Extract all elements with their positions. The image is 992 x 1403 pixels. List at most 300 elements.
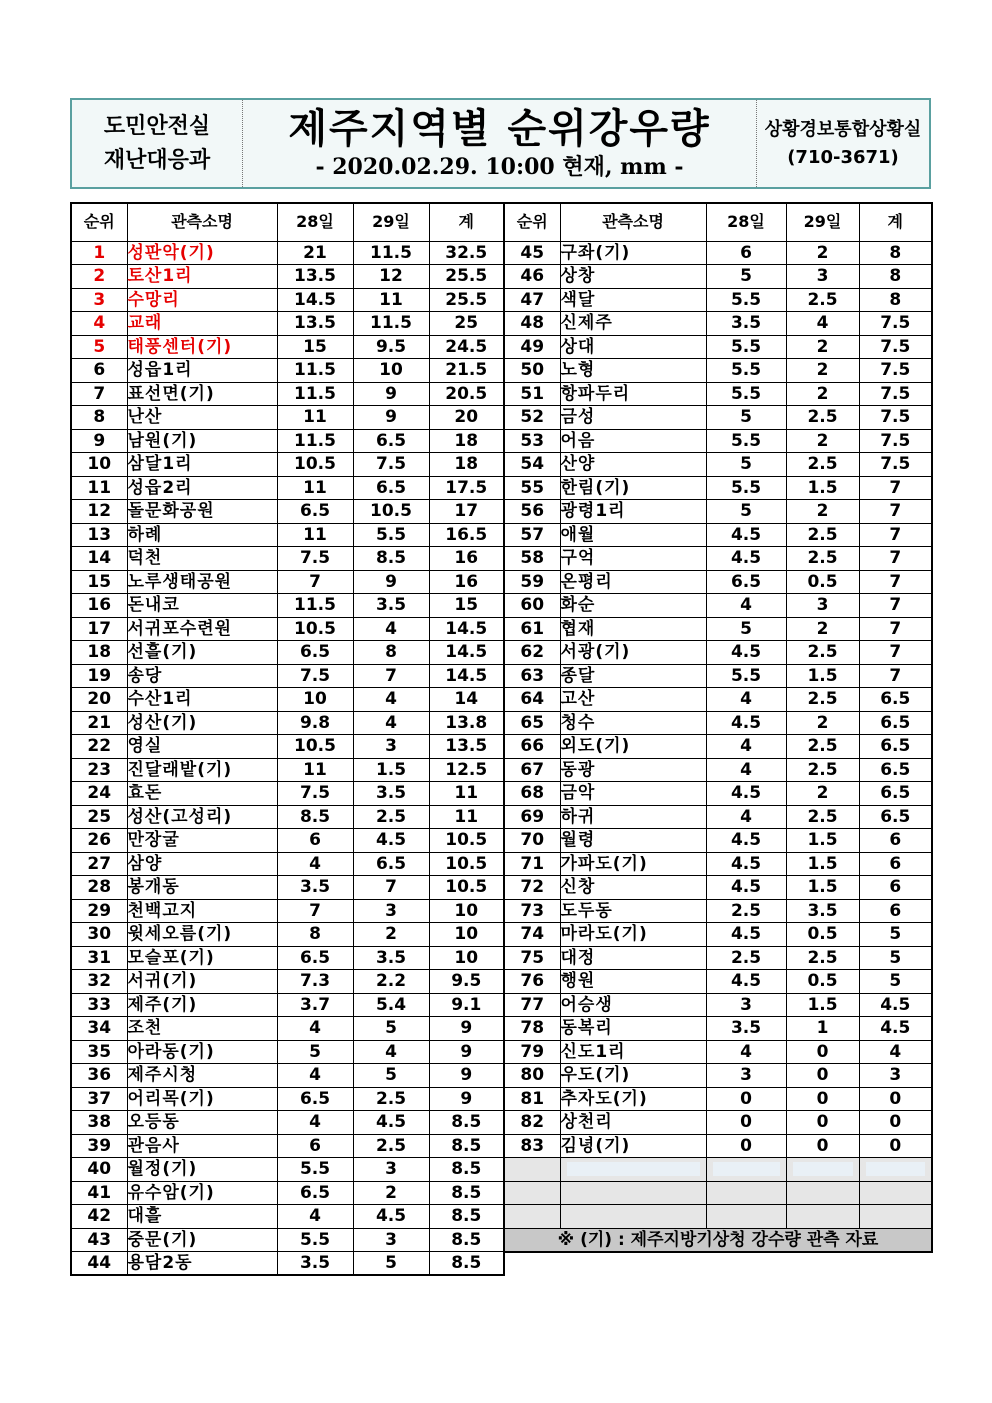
rainfall-28-cell: 11 [277, 523, 353, 547]
rainfall-28-cell: 5 [706, 406, 786, 430]
rainfall-28-cell: 5.5 [706, 429, 786, 453]
station-name-cell: 영실 [127, 735, 277, 759]
rainfall-29-cell: 0 [786, 1111, 859, 1135]
rainfall-total-cell: 7 [859, 500, 932, 524]
rank-cell: 22 [71, 735, 127, 759]
rank-cell: 50 [504, 359, 560, 383]
station-name-cell: 청수 [560, 711, 706, 735]
rainfall-28-cell: 7 [277, 570, 353, 594]
empty-cell [706, 1158, 786, 1182]
rainfall-total-cell: 7 [859, 476, 932, 500]
rainfall-total-cell: 10.5 [429, 876, 504, 900]
empty-cell [560, 1158, 706, 1182]
rainfall-29-cell: 3.5 [353, 946, 429, 970]
rainfall-total-cell: 12.5 [429, 758, 504, 782]
rank-cell: 77 [504, 993, 560, 1017]
station-name-cell: 금성 [560, 406, 706, 430]
table-row [504, 758, 932, 782]
rainfall-total-cell: 6.5 [859, 782, 932, 806]
table-header-row [71, 203, 504, 241]
rainfall-total-cell: 25 [429, 312, 504, 336]
table-row [71, 429, 504, 453]
rainfall-29-cell: 0 [786, 1064, 859, 1088]
rainfall-total-cell: 0 [859, 1134, 932, 1158]
rank-cell: 56 [504, 500, 560, 524]
rainfall-total-cell: 7.5 [859, 312, 932, 336]
station-name-cell: 봉개동 [127, 876, 277, 900]
rank-cell: 41 [71, 1181, 127, 1205]
empty-cell [859, 1205, 932, 1229]
table-row [504, 547, 932, 571]
rainfall-28-cell: 4.5 [706, 852, 786, 876]
table-row [504, 664, 932, 688]
rainfall-28-cell: 0 [706, 1087, 786, 1111]
rainfall-total-cell: 18 [429, 453, 504, 477]
table-row [71, 876, 504, 900]
rank-cell: 42 [71, 1205, 127, 1229]
table-row [504, 241, 932, 265]
column-header-day28: 28일 [277, 203, 353, 241]
rainfall-28-cell: 2.5 [706, 899, 786, 923]
rank-cell: 66 [504, 735, 560, 759]
station-name-cell: 월령 [560, 829, 706, 853]
table-row [504, 312, 932, 336]
station-name-cell: 구좌(기) [560, 241, 706, 265]
station-name-cell: 우도(기) [560, 1064, 706, 1088]
rainfall-28-cell: 9.8 [277, 711, 353, 735]
table-row [71, 758, 504, 782]
empty-cell [706, 1205, 786, 1229]
rainfall-total-cell: 0 [859, 1087, 932, 1111]
table-row [504, 641, 932, 665]
rainfall-28-cell: 11 [277, 476, 353, 500]
table-row [504, 688, 932, 712]
table-row [504, 946, 932, 970]
rainfall-28-cell: 4.5 [706, 641, 786, 665]
rainfall-28-cell: 7.5 [277, 782, 353, 806]
rainfall-29-cell: 11 [353, 288, 429, 312]
rainfall-total-cell: 6.5 [859, 711, 932, 735]
rainfall-29-cell: 1 [786, 1017, 859, 1041]
rank-cell: 30 [71, 923, 127, 947]
table-row [71, 664, 504, 688]
rainfall-total-cell: 8 [859, 241, 932, 265]
rank-cell: 60 [504, 594, 560, 618]
table-row [504, 1134, 932, 1158]
rainfall-28-cell: 11 [277, 406, 353, 430]
rank-cell: 13 [71, 523, 127, 547]
station-name-cell: 동광 [560, 758, 706, 782]
rainfall-total-cell: 16.5 [429, 523, 504, 547]
station-name-cell: 송당 [127, 664, 277, 688]
table-row [504, 523, 932, 547]
rainfall-29-cell: 0.5 [786, 923, 859, 947]
rainfall-28-cell: 4.5 [706, 523, 786, 547]
rainfall-29-cell: 2.5 [786, 758, 859, 782]
rank-cell: 45 [504, 241, 560, 265]
station-name-cell: 대정 [560, 946, 706, 970]
table-row [504, 335, 932, 359]
table-row [71, 735, 504, 759]
rainfall-29-cell: 9.5 [353, 335, 429, 359]
table-row [504, 970, 932, 994]
table-row [71, 335, 504, 359]
station-name-cell: 고산 [560, 688, 706, 712]
rainfall-29-cell: 3.5 [786, 899, 859, 923]
rainfall-28-cell: 5 [277, 1040, 353, 1064]
rainfall-28-cell: 14.5 [277, 288, 353, 312]
station-name-cell: 삼양 [127, 852, 277, 876]
rainfall-29-cell: 2.5 [786, 523, 859, 547]
empty-cell [504, 1181, 560, 1205]
table-row [71, 241, 504, 265]
rainfall-29-cell: 3 [786, 265, 859, 289]
rainfall-28-cell: 4 [277, 852, 353, 876]
station-name-cell: 서귀(기) [127, 970, 277, 994]
rainfall-29-cell: 3 [353, 1228, 429, 1252]
rank-cell: 15 [71, 570, 127, 594]
rank-cell: 63 [504, 664, 560, 688]
rank-cell: 12 [71, 500, 127, 524]
rainfall-total-cell: 13.8 [429, 711, 504, 735]
rainfall-total-cell: 7.5 [859, 382, 932, 406]
division-name: 재난대응과 [103, 147, 211, 173]
rank-cell: 10 [71, 453, 127, 477]
table-row [504, 923, 932, 947]
rainfall-29-cell: 3 [353, 1158, 429, 1182]
station-name-cell: 교래 [127, 312, 277, 336]
station-name-cell: 항파두리 [560, 382, 706, 406]
station-name-cell: 수망리 [127, 288, 277, 312]
table-row [71, 617, 504, 641]
rainfall-28-cell: 10.5 [277, 453, 353, 477]
rainfall-29-cell: 11.5 [353, 312, 429, 336]
rainfall-29-cell: 2.5 [786, 735, 859, 759]
rainfall-29-cell: 0.5 [786, 970, 859, 994]
rainfall-28-cell: 2.5 [706, 946, 786, 970]
station-name-cell: 외도(기) [560, 735, 706, 759]
table-row [71, 946, 504, 970]
rainfall-total-cell: 21.5 [429, 359, 504, 383]
station-name-cell: 신창 [560, 876, 706, 900]
station-name-cell: 추자도(기) [560, 1087, 706, 1111]
rank-cell: 62 [504, 641, 560, 665]
rank-cell: 80 [504, 1064, 560, 1088]
rainfall-29-cell: 2 [353, 1181, 429, 1205]
rainfall-28-cell: 6 [277, 1134, 353, 1158]
station-name-cell: 온평리 [560, 570, 706, 594]
table-row [71, 805, 504, 829]
rainfall-total-cell: 6 [859, 829, 932, 853]
station-name-cell: 신도1리 [560, 1040, 706, 1064]
station-name-cell: 하귀 [560, 805, 706, 829]
table-row [504, 1111, 932, 1135]
rank-cell: 40 [71, 1158, 127, 1182]
table-row [71, 970, 504, 994]
station-name-cell: 협재 [560, 617, 706, 641]
rainfall-29-cell: 10.5 [353, 500, 429, 524]
station-name-cell: 서광(기) [560, 641, 706, 665]
rainfall-28-cell: 6.5 [706, 570, 786, 594]
rank-cell: 58 [504, 547, 560, 571]
rainfall-29-cell: 2 [786, 617, 859, 641]
rank-cell: 83 [504, 1134, 560, 1158]
station-name-cell: 동복리 [560, 1017, 706, 1041]
rainfall-28-cell: 11.5 [277, 382, 353, 406]
rainfall-29-cell: 4 [353, 617, 429, 641]
rank-cell: 31 [71, 946, 127, 970]
station-name-cell: 토산1리 [127, 265, 277, 289]
rainfall-29-cell: 4 [786, 312, 859, 336]
rainfall-28-cell: 4 [706, 688, 786, 712]
rainfall-28-cell: 5 [706, 453, 786, 477]
rainfall-28-cell: 6.5 [277, 1087, 353, 1111]
table-row [504, 594, 932, 618]
station-name-cell: 어승생 [560, 993, 706, 1017]
rainfall-29-cell: 7 [353, 876, 429, 900]
rainfall-29-cell: 4 [353, 1040, 429, 1064]
rainfall-total-cell: 7.5 [859, 359, 932, 383]
station-name-cell: 조천 [127, 1017, 277, 1041]
rainfall-total-cell: 5 [859, 946, 932, 970]
rainfall-29-cell: 2.2 [353, 970, 429, 994]
table-row [71, 406, 504, 430]
table-header-row [504, 203, 932, 241]
rainfall-total-cell: 7.5 [859, 453, 932, 477]
station-name-cell: 제주시청 [127, 1064, 277, 1088]
rainfall-29-cell: 2.5 [353, 1134, 429, 1158]
station-name-cell: 행원 [560, 970, 706, 994]
station-name-cell: 마라도(기) [560, 923, 706, 947]
rainfall-total-cell: 20.5 [429, 382, 504, 406]
station-name-cell: 오등동 [127, 1111, 277, 1135]
rainfall-total-cell: 10 [429, 899, 504, 923]
rank-cell: 16 [71, 594, 127, 618]
report-header [70, 98, 931, 189]
rainfall-29-cell: 2.5 [786, 547, 859, 571]
rainfall-28-cell: 5.5 [706, 335, 786, 359]
rank-cell: 47 [504, 288, 560, 312]
rainfall-29-cell: 12 [353, 265, 429, 289]
rainfall-29-cell: 2.5 [353, 1087, 429, 1111]
rainfall-28-cell: 4.5 [706, 782, 786, 806]
rainfall-29-cell: 0 [786, 1134, 859, 1158]
rainfall-29-cell: 4 [353, 688, 429, 712]
table-row [71, 359, 504, 383]
rank-cell: 5 [71, 335, 127, 359]
rank-cell: 76 [504, 970, 560, 994]
rank-cell: 20 [71, 688, 127, 712]
rainfall-29-cell: 1.5 [786, 829, 859, 853]
rainfall-28-cell: 6.5 [277, 1181, 353, 1205]
rainfall-28-cell: 3 [706, 993, 786, 1017]
table-row [504, 406, 932, 430]
rainfall-total-cell: 6.5 [859, 758, 932, 782]
rainfall-28-cell: 3 [706, 1064, 786, 1088]
rainfall-29-cell: 5 [353, 1064, 429, 1088]
table-row [504, 382, 932, 406]
rainfall-28-cell: 4 [706, 735, 786, 759]
rank-cell: 67 [504, 758, 560, 782]
rank-cell: 64 [504, 688, 560, 712]
rank-cell: 3 [71, 288, 127, 312]
empty-cell [504, 1205, 560, 1229]
rainfall-28-cell: 21 [277, 241, 353, 265]
rainfall-28-cell: 11.5 [277, 359, 353, 383]
rank-cell: 65 [504, 711, 560, 735]
rainfall-29-cell: 7.5 [353, 453, 429, 477]
table-row [71, 1064, 504, 1088]
station-name-cell: 금악 [560, 782, 706, 806]
column-header-station: 관측소명 [560, 203, 706, 241]
table-row [504, 899, 932, 923]
table-row [71, 1017, 504, 1041]
empty-cell [560, 1181, 706, 1205]
rank-cell: 70 [504, 829, 560, 853]
table-row [504, 617, 932, 641]
rank-cell: 74 [504, 923, 560, 947]
table-row [71, 993, 504, 1017]
table-row [71, 1087, 504, 1111]
rainfall-29-cell: 4.5 [353, 1205, 429, 1229]
rainfall-total-cell: 3 [859, 1064, 932, 1088]
rank-cell: 2 [71, 265, 127, 289]
rainfall-29-cell: 6.5 [353, 476, 429, 500]
station-name-cell: 윗세오름(기) [127, 923, 277, 947]
rainfall-29-cell: 1.5 [786, 476, 859, 500]
rainfall-total-cell: 15 [429, 594, 504, 618]
station-name-cell: 모슬포(기) [127, 946, 277, 970]
rainfall-table-left [70, 202, 505, 1276]
empty-cell [859, 1181, 932, 1205]
rainfall-total-cell: 8.5 [429, 1111, 504, 1135]
table-row [71, 1134, 504, 1158]
rank-cell: 29 [71, 899, 127, 923]
table-row [71, 1205, 504, 1229]
rainfall-29-cell: 5.5 [353, 523, 429, 547]
rainfall-29-cell: 1.5 [786, 993, 859, 1017]
rainfall-29-cell: 2.5 [786, 805, 859, 829]
station-name-cell: 용담2동 [127, 1252, 277, 1276]
rainfall-total-cell: 8.5 [429, 1134, 504, 1158]
column-header-total: 계 [859, 203, 932, 241]
rainfall-total-cell: 7.5 [859, 429, 932, 453]
rainfall-29-cell: 2 [786, 241, 859, 265]
rank-cell: 79 [504, 1040, 560, 1064]
rainfall-total-cell: 7 [859, 641, 932, 665]
rainfall-29-cell: 4.5 [353, 829, 429, 853]
rainfall-28-cell: 15 [277, 335, 353, 359]
station-name-cell: 노루생태공원 [127, 570, 277, 594]
table-row [71, 1252, 504, 1276]
rank-cell: 59 [504, 570, 560, 594]
empty-cell [786, 1205, 859, 1229]
rainfall-28-cell: 6.5 [277, 946, 353, 970]
rank-cell: 54 [504, 453, 560, 477]
rainfall-29-cell: 2 [786, 782, 859, 806]
table-row [504, 1017, 932, 1041]
table-row [504, 805, 932, 829]
rainfall-28-cell: 8 [277, 923, 353, 947]
rainfall-total-cell: 25.5 [429, 265, 504, 289]
footnote-row [504, 1228, 932, 1252]
rainfall-28-cell: 0 [706, 1111, 786, 1135]
table-row [71, 453, 504, 477]
column-header-day29: 29일 [786, 203, 859, 241]
rank-cell: 68 [504, 782, 560, 806]
station-name-cell: 한림(기) [560, 476, 706, 500]
empty-cell [786, 1158, 859, 1182]
rainfall-29-cell: 2.5 [353, 805, 429, 829]
rainfall-28-cell: 11.5 [277, 429, 353, 453]
station-name-cell: 색달 [560, 288, 706, 312]
rainfall-28-cell: 3.7 [277, 993, 353, 1017]
table-row [71, 1040, 504, 1064]
table-row [71, 923, 504, 947]
rainfall-29-cell: 11.5 [353, 241, 429, 265]
station-name-cell: 제주(기) [127, 993, 277, 1017]
rainfall-28-cell: 5.5 [277, 1228, 353, 1252]
title-box [243, 100, 757, 187]
rainfall-total-cell: 8.5 [429, 1181, 504, 1205]
rainfall-total-cell: 6 [859, 899, 932, 923]
station-name-cell: 관음사 [127, 1134, 277, 1158]
rainfall-total-cell: 7 [859, 547, 932, 571]
rainfall-28-cell: 4.5 [706, 829, 786, 853]
rainfall-total-cell: 10.5 [429, 829, 504, 853]
rainfall-total-cell: 7 [859, 664, 932, 688]
rainfall-28-cell: 13.5 [277, 312, 353, 336]
rank-cell: 71 [504, 852, 560, 876]
station-name-cell: 성읍2리 [127, 476, 277, 500]
empty-cell [504, 1158, 560, 1182]
rainfall-28-cell: 10.5 [277, 617, 353, 641]
table-row [504, 570, 932, 594]
station-name-cell: 만장굴 [127, 829, 277, 853]
department-box [72, 100, 243, 187]
rainfall-total-cell: 11 [429, 782, 504, 806]
rainfall-total-cell: 6.5 [859, 735, 932, 759]
table-row [71, 500, 504, 524]
table-row [71, 523, 504, 547]
rainfall-total-cell: 8 [859, 265, 932, 289]
rainfall-total-cell: 7 [859, 523, 932, 547]
rainfall-29-cell: 2.5 [786, 406, 859, 430]
rainfall-total-cell: 14.5 [429, 641, 504, 665]
rank-cell: 34 [71, 1017, 127, 1041]
rainfall-28-cell: 4.5 [706, 547, 786, 571]
rank-cell: 44 [71, 1252, 127, 1276]
rainfall-28-cell: 5.5 [706, 476, 786, 500]
station-name-cell: 하례 [127, 523, 277, 547]
empty-cell [560, 1205, 706, 1229]
table-row [71, 265, 504, 289]
rainfall-total-cell: 32.5 [429, 241, 504, 265]
table-row [71, 1228, 504, 1252]
rainfall-total-cell: 17 [429, 500, 504, 524]
table-row [504, 876, 932, 900]
rank-cell: 75 [504, 946, 560, 970]
rainfall-total-cell: 9 [429, 1040, 504, 1064]
station-name-cell: 노형 [560, 359, 706, 383]
rank-cell: 81 [504, 1087, 560, 1111]
rainfall-29-cell: 5.4 [353, 993, 429, 1017]
rank-cell: 24 [71, 782, 127, 806]
rainfall-29-cell: 3 [353, 735, 429, 759]
rainfall-total-cell: 8.5 [429, 1228, 504, 1252]
empty-cell [859, 1158, 932, 1182]
rainfall-total-cell: 18 [429, 429, 504, 453]
